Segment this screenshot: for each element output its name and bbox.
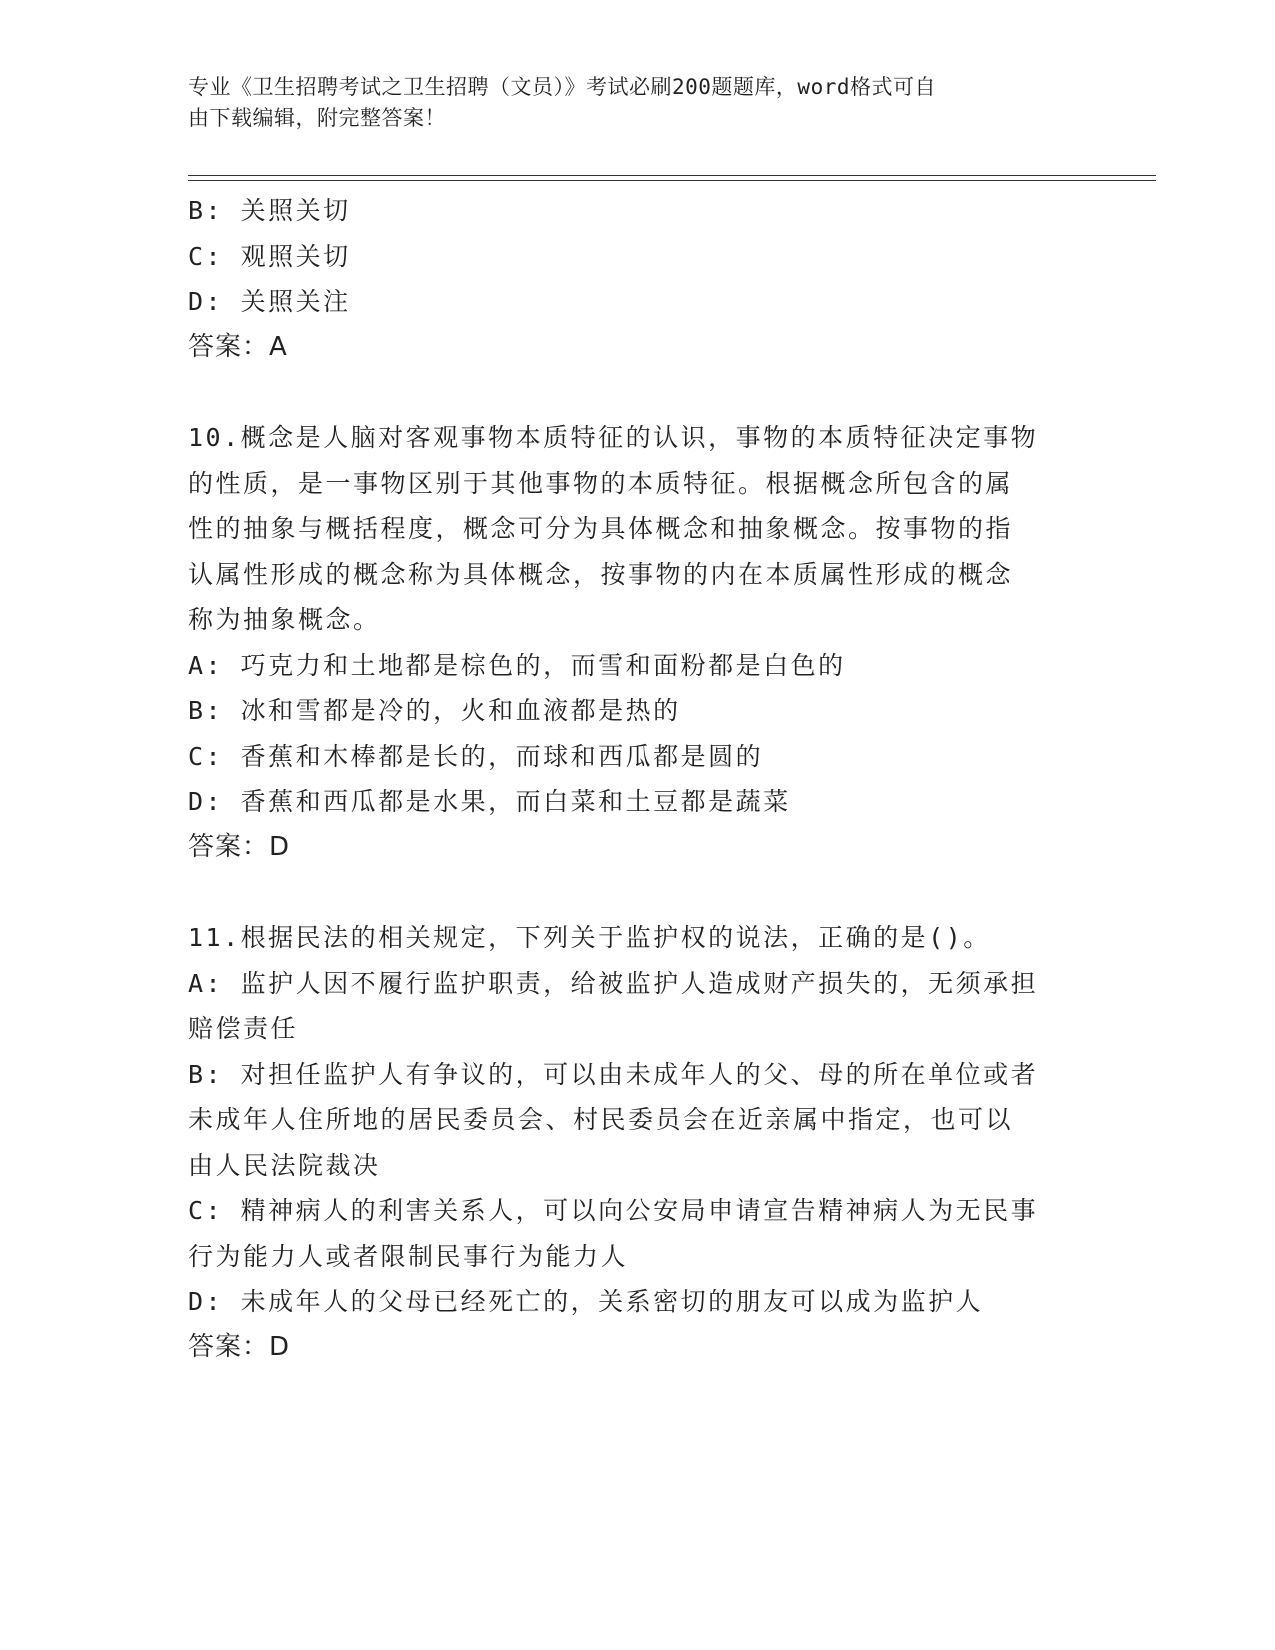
- question-10-stem-line: 10.概念是人脑对客观事物本质特征的认识，事物的本质特征决定事物: [188, 423, 1039, 452]
- option-d: D: 香蕉和西瓜都是水果，而白菜和土豆都是蔬菜: [188, 787, 791, 816]
- option-a-continued: 赔偿责任: [188, 1014, 299, 1043]
- question-11-stem: 11.根据民法的相关规定，下列关于监护权的说法，正确的是()。: [188, 923, 991, 952]
- option-b: B: 对担任监护人有争议的，可以由未成年人的父、母的所在单位或者: [188, 1059, 1039, 1089]
- header-line-2: 由下载编辑，附完整答案！: [188, 106, 446, 130]
- question-10-stem-line: 的性质，是一事物区别于其他事物的本质特征。根据概念所包含的属: [188, 468, 1014, 498]
- question-10-stem-line: 认属性形成的概念称为具体概念，按事物的内在本质属性形成的概念: [188, 559, 1014, 589]
- question-10-stem-line: 称为抽象概念。: [188, 605, 381, 634]
- question-10-stem-line: 性的抽象与概括程度，概念可分为具体概念和抽象概念。按事物的指: [188, 514, 1014, 543]
- answer-label: 答案：D: [188, 831, 291, 862]
- header-line-1: 专业《卫生招聘考试之卫生招聘（文员）》考试必刷200题题库，word格式可自: [188, 75, 936, 99]
- spacer: [188, 370, 1088, 415]
- option-d: D: 关照关注: [188, 287, 351, 316]
- question-11-block: [188, 915, 1088, 1370]
- spacer: [188, 870, 1088, 915]
- option-b-continued: 未成年人住所地的居民委员会、村民委员会在近亲属中指定，也可以: [188, 1105, 1014, 1134]
- option-d: D: 未成年人的父母已经死亡的，关系密切的朋友可以成为监护人: [188, 1287, 984, 1316]
- prev-question-block: [188, 188, 1088, 370]
- option-c: C: 观照关切: [188, 241, 351, 271]
- option-c-continued: 行为能力人或者限制民事行为能力人: [188, 1241, 629, 1271]
- option-c: C: 香蕉和木棒都是长的，而球和西瓜都是圆的: [188, 741, 764, 771]
- header-divider-bottom: [188, 180, 1156, 181]
- question-10-block: [188, 415, 1088, 870]
- answer-label: 答案：A: [188, 331, 288, 362]
- option-a: A: 监护人因不履行监护职责，给被监护人造成财产损失的，无须承担: [188, 968, 1039, 998]
- answer-label: 答案：D: [188, 1331, 291, 1362]
- option-b: B: 关照关切: [188, 196, 351, 225]
- document-header: [188, 72, 1068, 134]
- option-b: B: 冰和雪都是冷的，火和血液都是热的: [188, 696, 681, 725]
- question-content: [188, 188, 1088, 1370]
- option-c: C: 精神病人的利害关系人，可以向公安局申请宣告精神病人为无民事: [188, 1196, 1039, 1225]
- header-divider-top: [188, 175, 1156, 176]
- option-a: A: 巧克力和土地都是棕色的，而雪和面粉都是白色的: [188, 650, 846, 680]
- option-b-continued: 由人民法院裁决: [188, 1150, 381, 1180]
